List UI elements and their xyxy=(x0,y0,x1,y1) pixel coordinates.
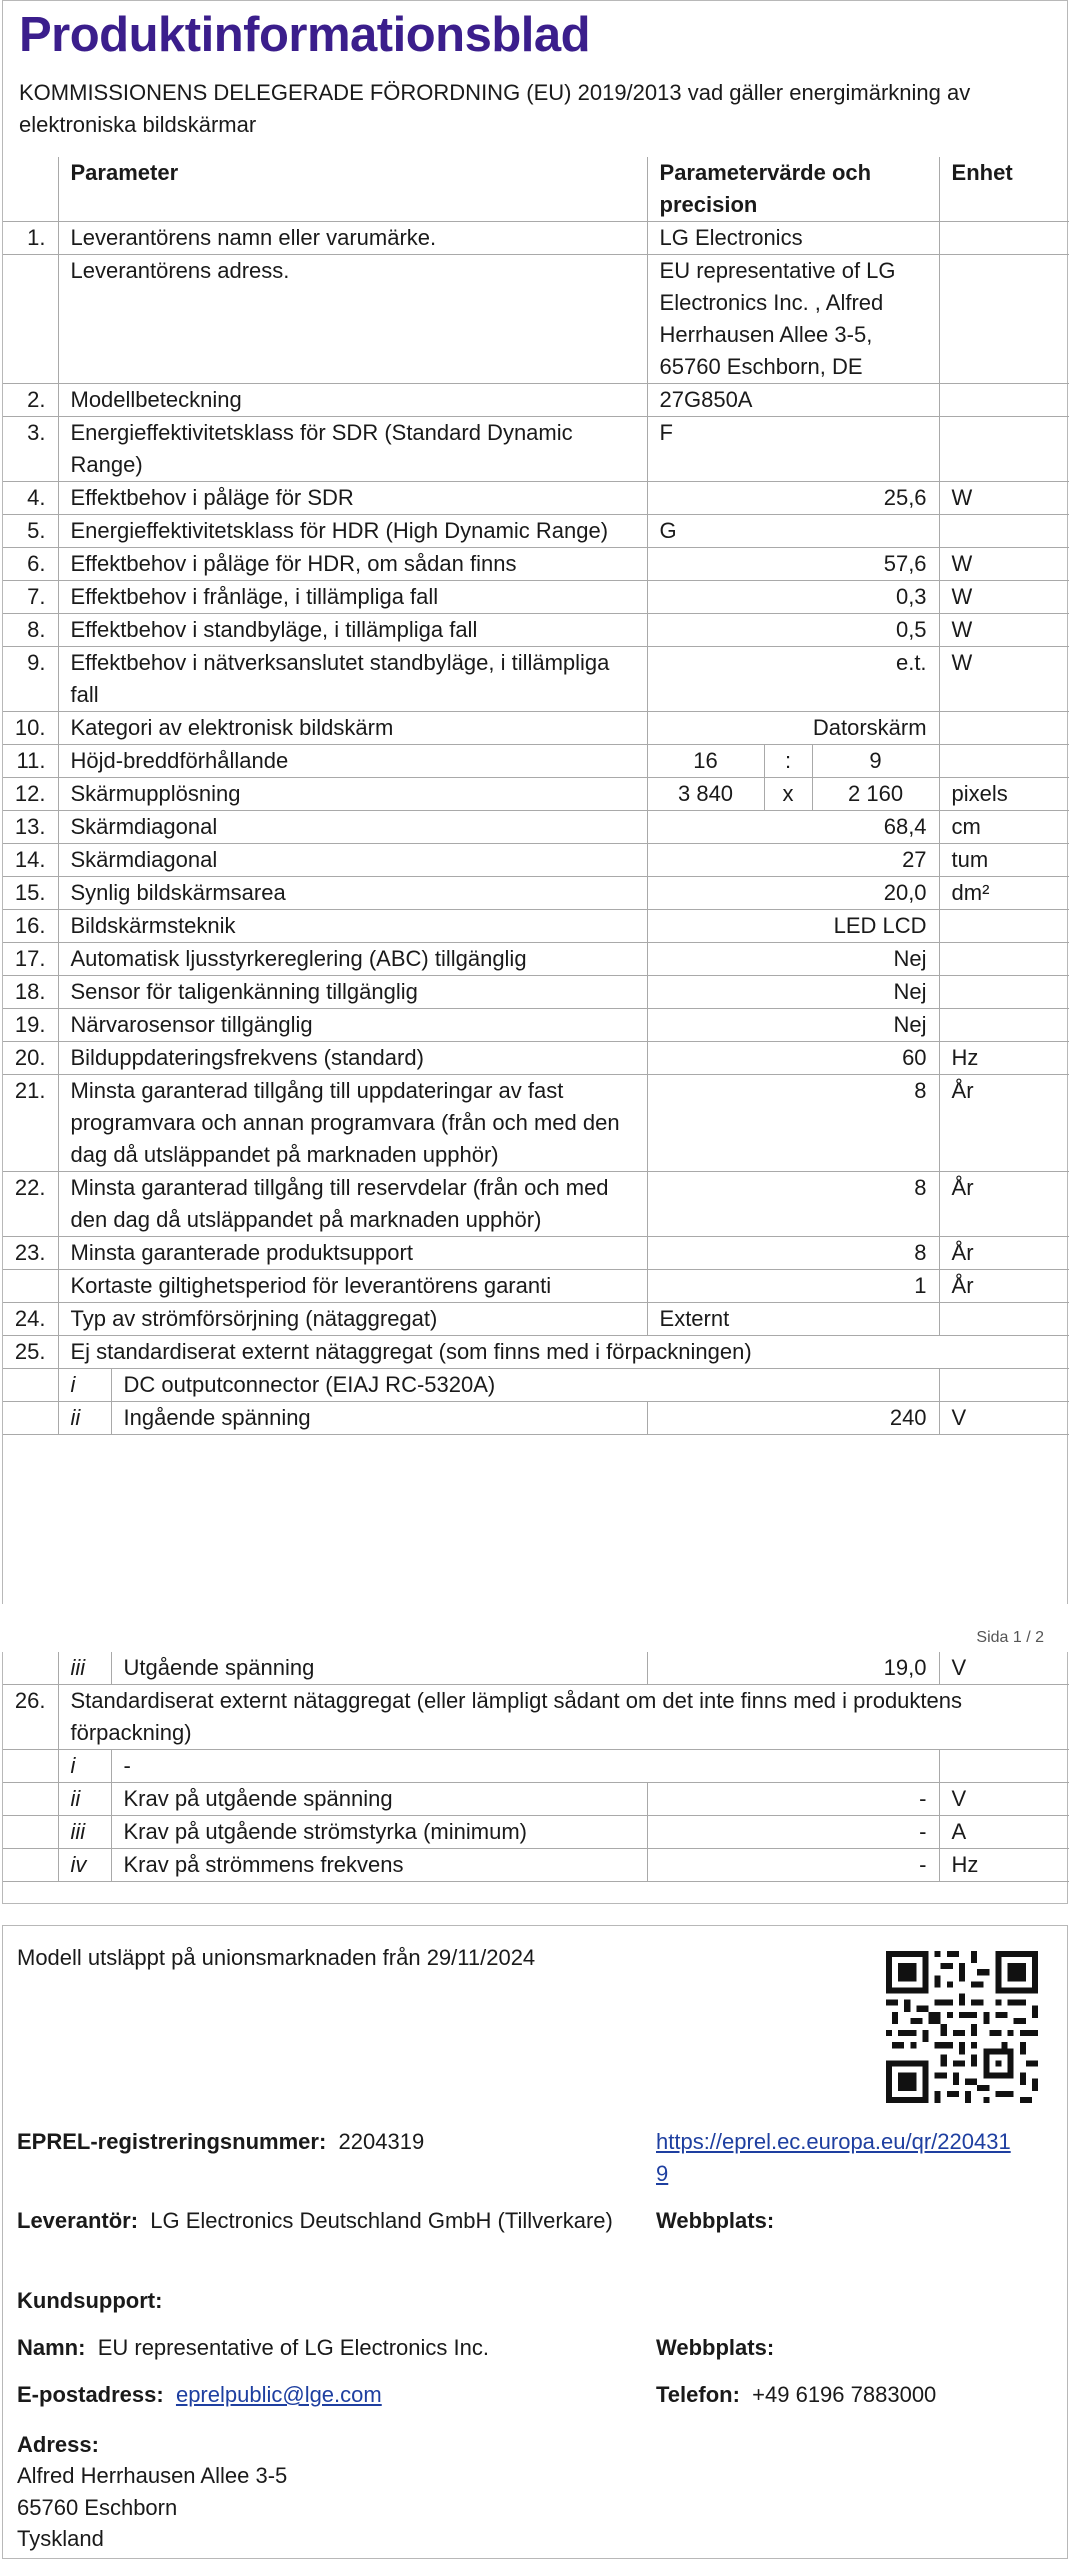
supplier-info-box xyxy=(2,1925,1068,2559)
table-row: 17. Automatisk ljusstyrkereglering (ABC) tillgänglig Nej xyxy=(3,943,1069,976)
table-row: 15. Synlig bildskärmsarea 20,0 dm² xyxy=(3,877,1069,910)
page-two xyxy=(2,1652,1068,1904)
qr-code-icon[interactable] xyxy=(886,1951,1038,2103)
page-title: Produktinformationsblad xyxy=(19,8,591,62)
eprel-link[interactable]: https://eprel.ec.europa.eu/qr/2204319 xyxy=(656,2129,1011,2186)
supplier-name: LG Electronics Deutschland GmbH (Tillverkare) xyxy=(150,2208,613,2233)
table-row: ii Krav på utgående spänning - V xyxy=(3,1783,1069,1816)
phone-label: Telefon: xyxy=(656,2382,740,2407)
address-line-2: 65760 Eschborn xyxy=(17,2495,178,2520)
address-line-1: Alfred Herrhausen Allee 3-5 xyxy=(17,2463,288,2488)
supplier-label: Leverantör: xyxy=(17,2208,139,2233)
table-row: 19. Närvarosensor tillgänglig Nej xyxy=(3,1009,1069,1042)
table-row: Leverantörens adress. EU representative of LG Electronics Inc. , Alfred Herrhausen Allee 3-5, 65760 Eschborn, DE xyxy=(3,255,1069,384)
address-label: Adress: xyxy=(17,2432,99,2457)
table-row: 3. Energieffektivitetsklass för SDR (Standard Dynamic Range) F xyxy=(3,417,1069,482)
table-row: i - xyxy=(3,1750,1069,1783)
table-row: 4. Effektbehov i påläge för SDR 25,6 W xyxy=(3,482,1069,515)
header-parameter: Parameter xyxy=(58,157,647,222)
table-row: 25. Ej standardiserat externt nätaggregat (som finns med i förpackningen) xyxy=(3,1336,1069,1369)
table-row: 13. Skärmdiagonal 68,4 cm xyxy=(3,811,1069,844)
table-row: ii Ingående spänning 240 V xyxy=(3,1402,1069,1435)
email-label: E-postadress: xyxy=(17,2382,164,2407)
table-row: 12. Skärmupplösning 3 840 x 2 160 pixels xyxy=(3,778,1069,811)
table-row: iii Utgående spänning 19,0 V xyxy=(3,1652,1069,1685)
email-link[interactable]: eprelpublic@lge.com xyxy=(175,2382,382,2407)
table-row: 7. Effektbehov i frånläge, i tillämpliga fall 0,3 W xyxy=(3,581,1069,614)
support-name: EU representative of LG Electronics Inc. xyxy=(97,2335,489,2360)
parameter-table xyxy=(3,157,1069,1435)
table-row: iv Krav på strömmens frekvens - Hz xyxy=(3,1849,1069,1882)
release-date-text: Modell utsläppt på unionsmarknaden från 29/11/2024 xyxy=(17,1945,536,1970)
header-value: Parametervärde och precision xyxy=(647,157,939,222)
eprel-number: 2204319 xyxy=(338,2129,425,2154)
support-website-label: Webbplats: xyxy=(656,2335,775,2360)
table-row: 1. Leverantörens namn eller varumärke. LG Electronics xyxy=(3,222,1069,255)
table-row: 5. Energieffektivitetsklass för HDR (High Dynamic Range) G xyxy=(3,515,1069,548)
table-row: 10. Kategori av elektronisk bildskärm Datorskärm xyxy=(3,712,1069,745)
table-row: 11. Höjd-breddförhållande 16 : 9 xyxy=(3,745,1069,778)
table-row: 20. Bilduppdateringsfrekvens (standard) 60 Hz xyxy=(3,1042,1069,1075)
table-row: 8. Effektbehov i standbyläge, i tillämpliga fall 0,5 W xyxy=(3,614,1069,647)
table-row: 23. Minsta garanterade produktsupport 8 År xyxy=(3,1237,1069,1270)
table-row: 26. Standardiserat externt nätaggregat (eller lämpligt sådant om det inte finns med i produktens förpackning) xyxy=(3,1685,1069,1750)
parameter-table-continued xyxy=(3,1652,1069,1882)
table-row: 2. Modellbeteckning 27G850A xyxy=(3,384,1069,417)
table-row: 6. Effektbehov i påläge för HDR, om sådan finns 57,6 W xyxy=(3,548,1069,581)
table-row: 9. Effektbehov i nätverksanslutet standbyläge, i tillämpliga fall e.t. W xyxy=(3,647,1069,712)
eprel-label: EPREL-registreringsnummer: xyxy=(17,2129,327,2154)
table-row: 22. Minsta garanterad tillgång till reservdelar (från och med den dag då utsläppandet på marknaden upphör) 8 År xyxy=(3,1172,1069,1237)
table-row: Kortaste giltighetsperiod för leverantörens garanti 1 År xyxy=(3,1270,1069,1303)
table-row: 24. Typ av strömförsörjning (nätaggregat) Externt xyxy=(3,1303,1069,1336)
address-line-3: Tyskland xyxy=(17,2526,104,2551)
page-one xyxy=(2,0,1068,1604)
supplier-website-label: Webbplats: xyxy=(656,2208,775,2233)
page-number: Sida 1 / 2 xyxy=(976,1629,1044,1646)
phone-number: +49 6196 7883000 xyxy=(752,2382,937,2407)
regulation-subtitle: KOMMISSIONENS DELEGERADE FÖRORDNING (EU) 2019/2013 vad gäller energimärkning av elektroniska bildskärmar xyxy=(19,80,971,137)
customer-support-label: Kundsupport: xyxy=(17,2288,163,2313)
table-row: i DC outputconnector (EIAJ RC-5320A) xyxy=(3,1369,1069,1402)
table-row: 16. Bildskärmsteknik LED LCD xyxy=(3,910,1069,943)
name-label: Namn: xyxy=(17,2335,86,2360)
table-row: 21. Minsta garanterad tillgång till uppdateringar av fast programvara och annan programvara (från och med den dag då utsläppandet på marknaden upphör) 8 År xyxy=(3,1075,1069,1172)
table-row: iii Krav på utgående strömstyrka (minimum) - A xyxy=(3,1816,1069,1849)
table-header-row xyxy=(3,157,1069,222)
table-row: 14. Skärmdiagonal 27 tum xyxy=(3,844,1069,877)
header-unit: Enhet xyxy=(939,157,1069,222)
table-row: 18. Sensor för taligenkänning tillgänglig Nej xyxy=(3,976,1069,1009)
